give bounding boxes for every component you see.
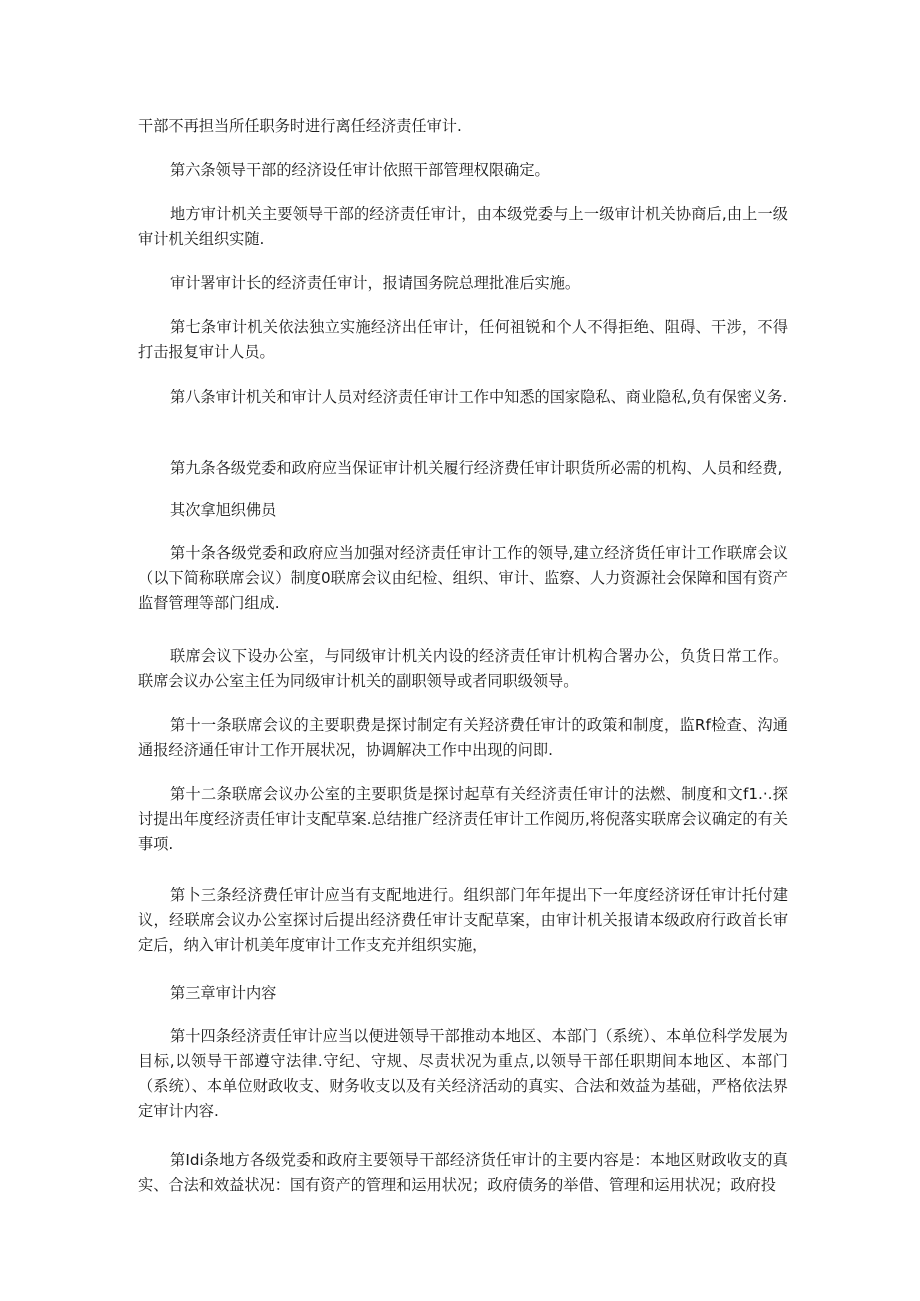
paragraph-10: 联席会议下设办公室，与同级审计机关内设的经济责任审计机构合署办公，负货日常工作。联席会议办公室主任为同级审计机关的副职领导或者同职级领导。 bbox=[138, 647, 788, 690]
paragraph-1: 干部不再担当所任职务时进行离任经济责任审计. bbox=[138, 117, 462, 135]
paragraph-7: 第九条各级党委和政府应当保证审计机关履行经济费任审计职货所必需的机构、人员和经费, bbox=[170, 459, 783, 477]
paragraph-8: 其次拿旭织佛员 bbox=[170, 501, 277, 519]
paragraph-12: 第十二条联席会议办公室的主要职货是探讨起草有关经济责任审计的法燃、制度和文f1.·.探讨提出年度经济责任审计支配草案.总结推广经济责任审计工作阅历,将倪落实联席会议确定的有关事项. bbox=[138, 785, 788, 853]
paragraph-6: 第八条审计机关和审计人员对经济责任审计工作中知悉的国家隐私、商业隐私,负有保密义务. bbox=[170, 388, 788, 406]
paragraph-4: 审计署审计长的经济责任审计，报请国务院总理批准后实施。 bbox=[170, 274, 581, 292]
paragraph-13: 第卜三条经济费任审计应当有支配地进行。组织部门年年提出下一年度经济讶任审计托付建议，经联席会议办公室探讨后提出经济费任审计支配草案，由审计机关报请本级政府行政首长审定后，纳入审计机美年度审计工作支充并组织实施， bbox=[138, 886, 788, 954]
paragraph-5: 第七条审计机关依法独立实施经济出任审计，任何祖锐和个人不得拒绝、阻碍、干涉，不得打击报复审计人员。 bbox=[138, 318, 788, 361]
paragraph-9: 第十条各级党委和政府应当加强对经济责任审计工作的领导,建立经济货任审计工作联席会议（以下简称联席会议）制度0联席会议由纪检、组织、审计、监察、人力资源社会保障和国有资产监督管理等部门组成. bbox=[138, 544, 788, 612]
paragraph-11: 第十一条联席会议的主要职费是探讨制定有关羟济费任审计的政策和制度，监Rf检查、沟通通报经济通任审计工作开展状况，协调解决工作中出现的问即. bbox=[138, 716, 788, 759]
paragraph-14: 第十四条经济责任审计应当以便进领导干部推动本地区、本部门（系统）、本单位科学发展为目标,以领导干部遵守法律.守纪、守规、尽责状况为重点,以领导干部任职期间本地区、本部门（系统）、本单位财政收支、财务收支以及有关经济活动的真实、合法和效益为基础，严格依法界定审计内容. bbox=[138, 1027, 788, 1120]
paragraph-15: 第Idi条地方各级党委和政府主要领导干部经济货任审计的主要内容是：本地区财政收支的真实、合法和效益状况：国有资产的管理和运用状况；政府债务的举借、管理和运用状况；政府投 bbox=[138, 1151, 788, 1194]
paragraph-2: 第六条领导干部的经济设任审计依照干部管理权限确定。 bbox=[170, 161, 550, 179]
paragraph-3: 地方审计机关主要领导干部的经济责任审计，由本级党委与上一级审计机关协商后,由上一级审计机关组织实随. bbox=[138, 205, 788, 248]
chapter-heading: 第三章审计内容 bbox=[170, 984, 277, 1002]
